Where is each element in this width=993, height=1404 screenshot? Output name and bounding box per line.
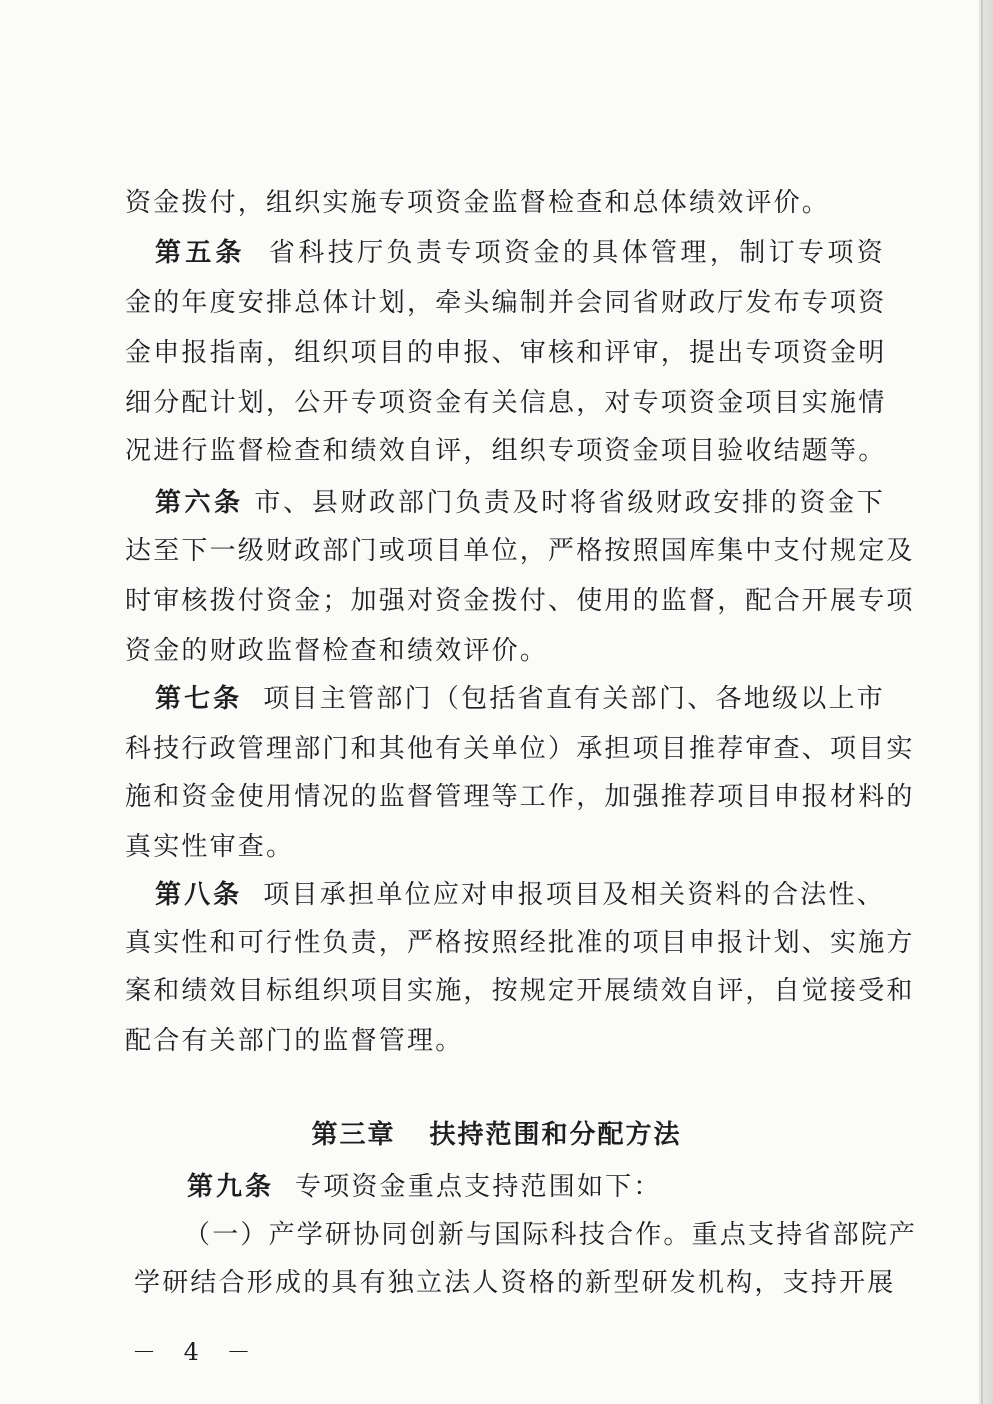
article-6-line <box>125 584 915 618</box>
article-7-text: 项目主管部门（包括省直有关部门、各地级以上市 <box>263 684 885 714</box>
item-1-line <box>130 1218 918 1252</box>
article-7-line <box>125 732 915 766</box>
article-7-title: 第七条 <box>155 684 243 714</box>
article-8-text: 配合有关部门的监督管理。 <box>125 1026 464 1056</box>
article-7-text: 科技行政管理部门和其他有关单位）承担项目推荐审查、项目实 <box>125 734 915 764</box>
article-8-text: 真实性和可行性负责，严格按照经批准的项目申报计划、实施方 <box>125 928 915 958</box>
article-7-text: 真实性审查。 <box>125 832 295 862</box>
article-7-line <box>125 830 885 864</box>
item-1-text: （一）产学研协同创新与国际科技合作。重点支持省部院产 <box>184 1220 918 1250</box>
item-1-text: 学研结合形成的具有独立法人资格的新型研发机构，支持开展 <box>134 1268 896 1298</box>
article-8-line <box>125 1024 885 1058</box>
article-8-line <box>125 974 915 1008</box>
article-5-text: 金申报指南，组织项目的申报、审核和评审，提出专项资金明 <box>125 338 887 368</box>
article-7-line <box>125 682 885 716</box>
article-9-title: 第九条 <box>187 1172 275 1202</box>
article-9-line <box>125 1170 885 1204</box>
article-6-text: 市、县财政部门负责及时将省级财政安排的资金下 <box>254 488 885 518</box>
article-6-line <box>125 534 915 568</box>
article-6-text: 时审核拨付资金；加强对资金拨付、使用的监督，配合开展专项 <box>125 586 915 616</box>
article-8-text: 案和绩效目标组织项目实施，按规定开展绩效自评，自觉接受和 <box>125 976 915 1006</box>
page-number: － 4 － <box>132 1338 261 1366</box>
article-8-line <box>125 878 885 912</box>
article-6-title: 第六条 <box>155 488 244 518</box>
article-8-text: 项目承担单位应对申报项目及相关资料的合法性、 <box>263 880 885 910</box>
item-1-line <box>134 1266 894 1300</box>
article-6-text: 达至下一级财政部门或项目单位，严格按照国库集中支付规定及 <box>125 536 915 566</box>
article-8-title: 第八条 <box>155 880 243 910</box>
article-5-text: 金的年度安排总体计划，牵头编制并会同省财政厅发布专项资 <box>125 288 887 318</box>
chapter-heading <box>0 1117 993 1153</box>
article-7-line <box>125 780 915 814</box>
article-5-line <box>125 434 885 468</box>
article-6-text: 资金的财政监督检查和绩效评价。 <box>125 636 549 666</box>
article-5-text: 细分配计划，公开专项资金有关信息，对专项资金项目实施情 <box>125 388 887 418</box>
chapter-number: 第三章 <box>311 1120 396 1150</box>
article-5-line <box>125 336 885 370</box>
article-5-title: 第五条 <box>155 238 246 268</box>
article-9-text: 专项资金重点支持范围如下： <box>294 1172 662 1202</box>
article-6-line <box>125 486 885 520</box>
article-5-text: 况进行监督检查和绩效自评，组织专项资金项目验收结题等。 <box>125 436 887 466</box>
article-7-text: 施和资金使用情况的监督管理等工作，加强推荐项目申报材料的 <box>125 782 915 812</box>
article-8-line <box>125 926 915 960</box>
article-5-line <box>125 386 885 420</box>
article-5-line <box>125 236 885 270</box>
article-5-text: 省科技厅负责专项资金的具体管理，制订专项资 <box>268 238 885 268</box>
article-5-line <box>125 286 885 320</box>
scan-edge-line <box>981 0 983 1404</box>
paragraph-line <box>125 186 885 220</box>
chapter-title: 扶持范围和分配方法 <box>429 1120 682 1150</box>
article-6-line <box>125 634 885 668</box>
paragraph-text: 资金拨付，组织实施专项资金监督检查和总体绩效评价。 <box>125 188 831 218</box>
